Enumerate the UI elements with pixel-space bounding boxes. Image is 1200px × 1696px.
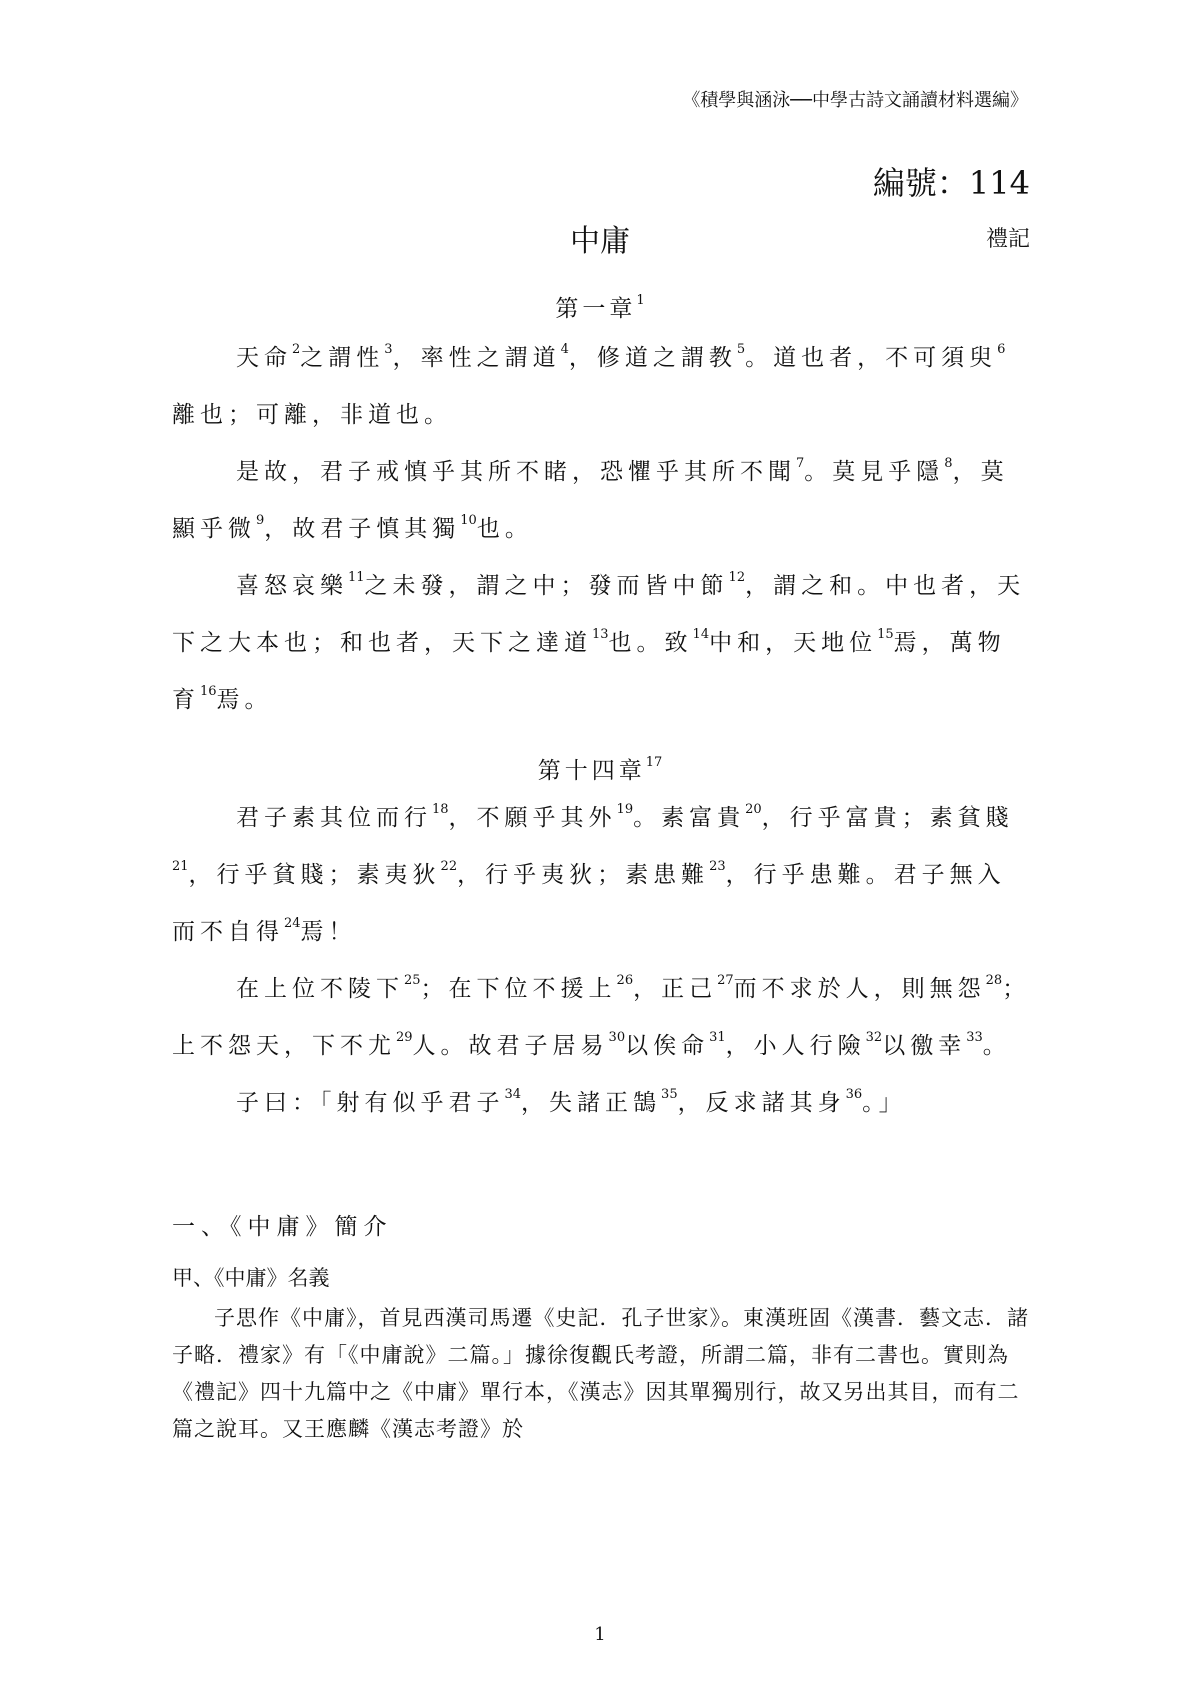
- item-number: 編號：114: [872, 164, 1030, 202]
- footnote-mark: 17: [645, 755, 663, 770]
- page-title: 中庸: [570, 224, 630, 259]
- chapter-heading: 第一章$^1$: [555, 293, 645, 322]
- paragraph: 是故，君子戒慎乎其所不睹，恐懼乎其所不聞$^7$。莫見乎隱$^8$，莫顯乎微$^9$，故君子慎其獨$^{10}$也。: [172, 456, 1009, 542]
- paragraph: 天命$^2$之謂性$^3$，率性之謂道$^4$，修道之謂教$^5$。道也者，不可須臾$^6$離也；可離，非道也。: [172, 342, 1006, 428]
- source-label: 禮記: [985, 227, 1030, 252]
- chapter-1-text: [172, 330, 1032, 729]
- paragraph: 君子素其位而行$^{18}$，不願乎其外$^{19}$。素富貴$^{20}$，行乎富貴；素貧賤$^{21}$，行乎貧賤；素夷狄$^{22}$，行乎夷狄；素患難$^{23}$，行乎患難。君子無入而不自得$^{24}$焉！: [172, 802, 1014, 945]
- paragraph: 子曰：「射有似乎君子$^{34}$，失諸正鵠$^{35}$，反求諸其身$^{36}$。」: [236, 1087, 907, 1116]
- section-heading: 一、《中庸》簡介: [172, 1214, 393, 1240]
- chapter-14-text: [172, 790, 1032, 1132]
- footnote-mark: 1: [636, 293, 645, 308]
- intro-paragraph: 子思作《中庸》，首見西漢司馬遷《史記．孔子世家》。東漢班固《漢書．藝文志．諸子略．禮家》有「《中庸說》二篇。」據徐復觀氏考證，所謂二篇，非有二書也。實則為《禮記》四十九篇中之《中庸》單行本，《漢志》因其單獨別行，故又另出其目，而有二篇之說耳。又王應麟《漢志考證》於: [172, 1306, 1029, 1441]
- page-number: 1: [594, 1624, 606, 1645]
- subsection-heading: 甲、《中庸》名義: [172, 1266, 330, 1290]
- chapter-heading: 第十四章$^{17}$: [537, 755, 663, 784]
- running-header: 《積學與涵泳──中學古詩文誦讀材料選編》: [682, 90, 1028, 111]
- paragraph: 喜怒哀樂$^{11}$之未發，謂之中；發而皆中節$^{12}$，謂之和。中也者，天下之大本也；和也者，天下之達道$^{13}$也。致$^{14}$中和，天地位$^{15}$焉，萬物育$^{16}$焉。: [172, 570, 1026, 713]
- paragraph: 在上位不陵下$^{25}$；在下位不援上$^{26}$，正己$^{27}$而不求於人，則無怨$^{28}$；上不怨天，下不尤$^{29}$人。故君子居易$^{30}$以俟命$^{31}$，小人行險$^{32}$以徼幸$^{33}$。: [172, 973, 1031, 1059]
